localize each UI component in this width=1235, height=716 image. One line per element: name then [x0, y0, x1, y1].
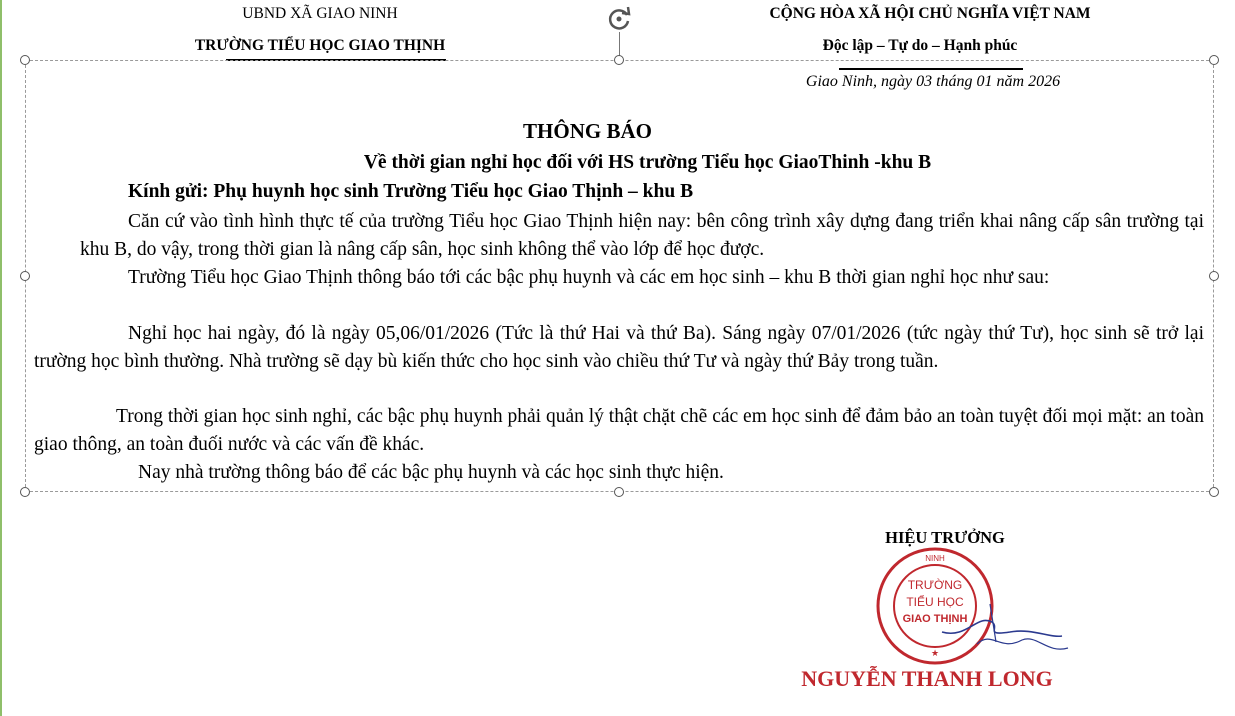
resize-handle-top-left[interactable] [20, 55, 30, 65]
school-name: TRƯỜNG TIỂU HỌC GIAO THỊNH [194, 37, 446, 54]
paragraph-2: Trường Tiểu học Giao Thịnh thông báo tới các bậc phụ huynh và các em học sinh – khu B thời gian nghỉ học như sau: [128, 267, 1050, 288]
resize-handle-top[interactable] [614, 55, 624, 65]
svg-text:NINH: NINH [925, 554, 945, 563]
place-date: Giao Ninh, ngày 03 tháng 01 năm 2026 [805, 73, 1061, 90]
authority-name: UBND XÃ GIAO NINH [242, 5, 398, 22]
resize-handle-bottom-left[interactable] [20, 487, 30, 497]
principal-name: NGUYỄN THANH LONG [801, 666, 1053, 691]
page-left-edge [0, 0, 2, 716]
resize-handle-top-right[interactable] [1209, 55, 1219, 65]
svg-text:★: ★ [930, 648, 940, 658]
notice-greeting: Kính gửi: Phụ huynh học sinh Trường Tiểu học Giao Thịnh – khu B [128, 181, 694, 202]
national-motto: Độc lập – Tự do – Hạnh phúc [822, 37, 1018, 54]
resize-handle-right[interactable] [1209, 271, 1219, 281]
paragraph-3: Nghỉ học hai ngày, đó là ngày 05,06/01/2026 (Tức là thứ Hai và thứ Ba). Sáng ngày 07/01/2026 (tức ngày thứ Tư), học sinh sẽ trở lại trường học bình thường. Nhà trường sẽ dạy bù kiến thức cho học sinh vào chiều thứ Tư và ngày thứ Bảy trong tuần. [34, 323, 1204, 372]
school-stamp [872, 544, 1072, 674]
notice-subtitle: Về thời gian nghỉ học đối với HS trường Tiểu học GiaoThinh -khu B [363, 152, 932, 173]
principal-title: HIỆU TRƯỞNG [885, 528, 1005, 547]
svg-text:TRƯỜNG: TRƯỜNG [907, 578, 963, 592]
resize-handle-left[interactable] [20, 271, 30, 281]
resize-handle-bottom-right[interactable] [1209, 487, 1219, 497]
paragraph-4: Trong thời gian học sinh nghỉ, các bậc phụ huynh phải quản lý thật chặt chẽ các em học sinh để đảm bảo an toàn tuyệt đối mọi mặt: an toàn giao thông, an toàn đuối nước và các vấn đề khác. [34, 406, 1204, 455]
national-title: CỘNG HÒA XÃ HỘI CHỦ NGHĨA VIỆT NAM [769, 5, 1091, 22]
svg-text:TIỂU HỌC: TIỂU HỌC [906, 595, 964, 609]
rotate-icon[interactable] [604, 4, 634, 34]
notice-title: THÔNG BÁO [523, 119, 652, 143]
resize-handle-bottom[interactable] [614, 487, 624, 497]
paragraph-5: Nay nhà trường thông báo để các bậc phụ huynh và các học sinh thực hiện. [138, 462, 724, 483]
svg-text:GIAO THỊNH: GIAO THỊNH [902, 613, 968, 625]
paragraph-1: Căn cứ vào tình hình thực tế của trường Tiểu học Giao Thịnh hiện nay: bên công trình xây dựng đang triển khai nâng cấp sân trường tại khu B, do vậy, trong thời gian là nâng cấp sân, học sinh không thể vào lớp để học được. [80, 211, 1204, 260]
